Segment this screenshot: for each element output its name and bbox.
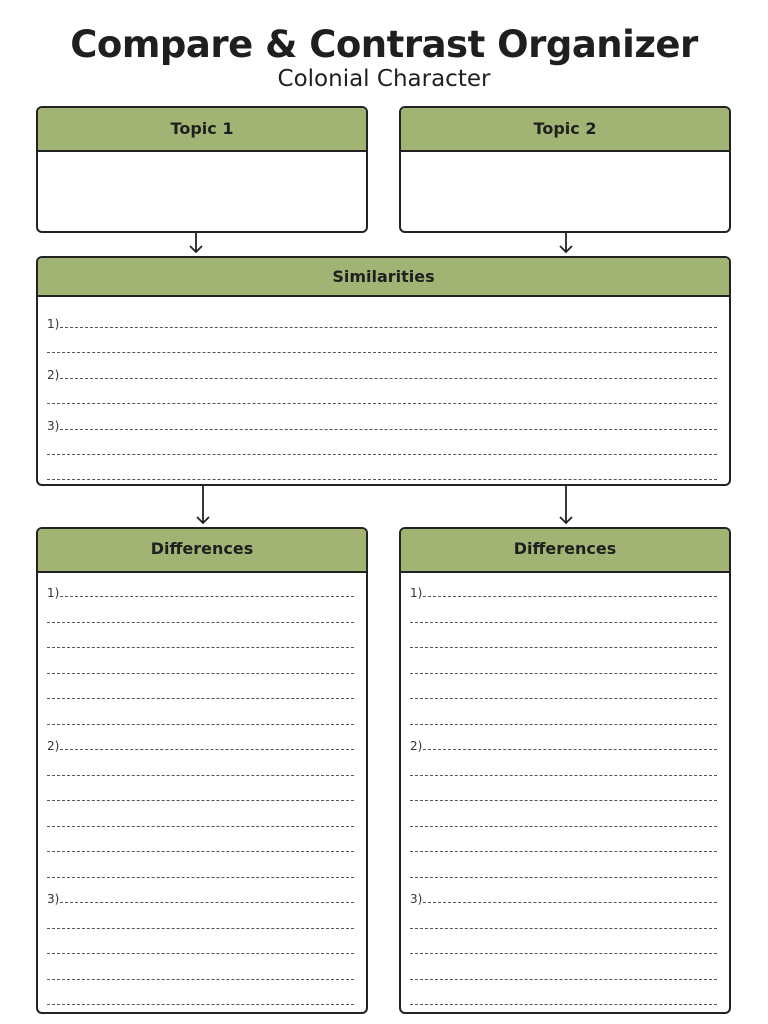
writing-line[interactable] bbox=[47, 1004, 354, 1005]
page-subtitle: Colonial Character bbox=[277, 66, 491, 92]
similarities-box bbox=[36, 256, 731, 486]
differences-right-header: Differences bbox=[401, 529, 729, 573]
writing-line[interactable] bbox=[60, 327, 717, 328]
list-number: 3) bbox=[410, 892, 423, 906]
writing-line[interactable] bbox=[47, 775, 354, 776]
writing-line[interactable] bbox=[410, 877, 717, 878]
topic-1-box bbox=[36, 106, 368, 233]
writing-line[interactable] bbox=[47, 622, 354, 623]
differences-left-header: Differences bbox=[38, 529, 366, 573]
writing-line[interactable] bbox=[60, 429, 717, 430]
writing-line[interactable] bbox=[47, 800, 354, 801]
list-number: 2) bbox=[47, 739, 60, 753]
writing-line[interactable] bbox=[47, 851, 354, 852]
list-number: 1) bbox=[47, 317, 60, 331]
writing-line[interactable] bbox=[410, 800, 717, 801]
writing-line[interactable] bbox=[410, 979, 717, 980]
differences-left-box bbox=[36, 527, 368, 1014]
writing-line[interactable] bbox=[47, 698, 354, 699]
topic-2-writing-area[interactable] bbox=[401, 152, 729, 231]
writing-line[interactable] bbox=[410, 622, 717, 623]
writing-line[interactable] bbox=[47, 454, 717, 455]
writing-line[interactable] bbox=[47, 479, 717, 480]
arrow-down-icon bbox=[558, 233, 574, 255]
writing-line[interactable] bbox=[60, 596, 354, 597]
writing-line[interactable] bbox=[47, 403, 717, 404]
list-number: 1) bbox=[410, 586, 423, 600]
writing-line[interactable] bbox=[410, 953, 717, 954]
writing-line[interactable] bbox=[47, 877, 354, 878]
topic-2-box bbox=[399, 106, 731, 233]
writing-line[interactable] bbox=[410, 698, 717, 699]
writing-line[interactable] bbox=[60, 749, 354, 750]
page-title: Compare & Contrast Organizer bbox=[70, 23, 698, 66]
similarities-header: Similarities bbox=[38, 258, 729, 297]
arrow-down-icon bbox=[195, 486, 211, 526]
writing-line[interactable] bbox=[410, 826, 717, 827]
writing-line[interactable] bbox=[423, 902, 717, 903]
writing-line[interactable] bbox=[60, 378, 717, 379]
list-number: 1) bbox=[47, 586, 60, 600]
writing-line[interactable] bbox=[47, 673, 354, 674]
arrow-down-icon bbox=[558, 486, 574, 526]
arrow-down-icon bbox=[188, 233, 204, 255]
writing-line[interactable] bbox=[423, 596, 717, 597]
writing-line[interactable] bbox=[60, 902, 354, 903]
writing-line[interactable] bbox=[47, 647, 354, 648]
writing-line[interactable] bbox=[47, 352, 717, 353]
writing-line[interactable] bbox=[410, 775, 717, 776]
writing-line[interactable] bbox=[47, 826, 354, 827]
topic-2-header: Topic 2 bbox=[401, 108, 729, 152]
writing-line[interactable] bbox=[410, 1004, 717, 1005]
list-number: 2) bbox=[47, 368, 60, 382]
list-number: 3) bbox=[47, 892, 60, 906]
list-number: 3) bbox=[47, 419, 60, 433]
writing-line[interactable] bbox=[47, 724, 354, 725]
writing-line[interactable] bbox=[410, 928, 717, 929]
writing-line[interactable] bbox=[423, 749, 717, 750]
writing-line[interactable] bbox=[410, 673, 717, 674]
writing-line[interactable] bbox=[47, 928, 354, 929]
topic-1-header: Topic 1 bbox=[38, 108, 366, 152]
writing-line[interactable] bbox=[410, 724, 717, 725]
writing-line[interactable] bbox=[47, 953, 354, 954]
writing-line[interactable] bbox=[410, 851, 717, 852]
differences-right-box bbox=[399, 527, 731, 1014]
writing-line[interactable] bbox=[410, 647, 717, 648]
writing-line[interactable] bbox=[47, 979, 354, 980]
topic-1-writing-area[interactable] bbox=[38, 152, 366, 231]
list-number: 2) bbox=[410, 739, 423, 753]
